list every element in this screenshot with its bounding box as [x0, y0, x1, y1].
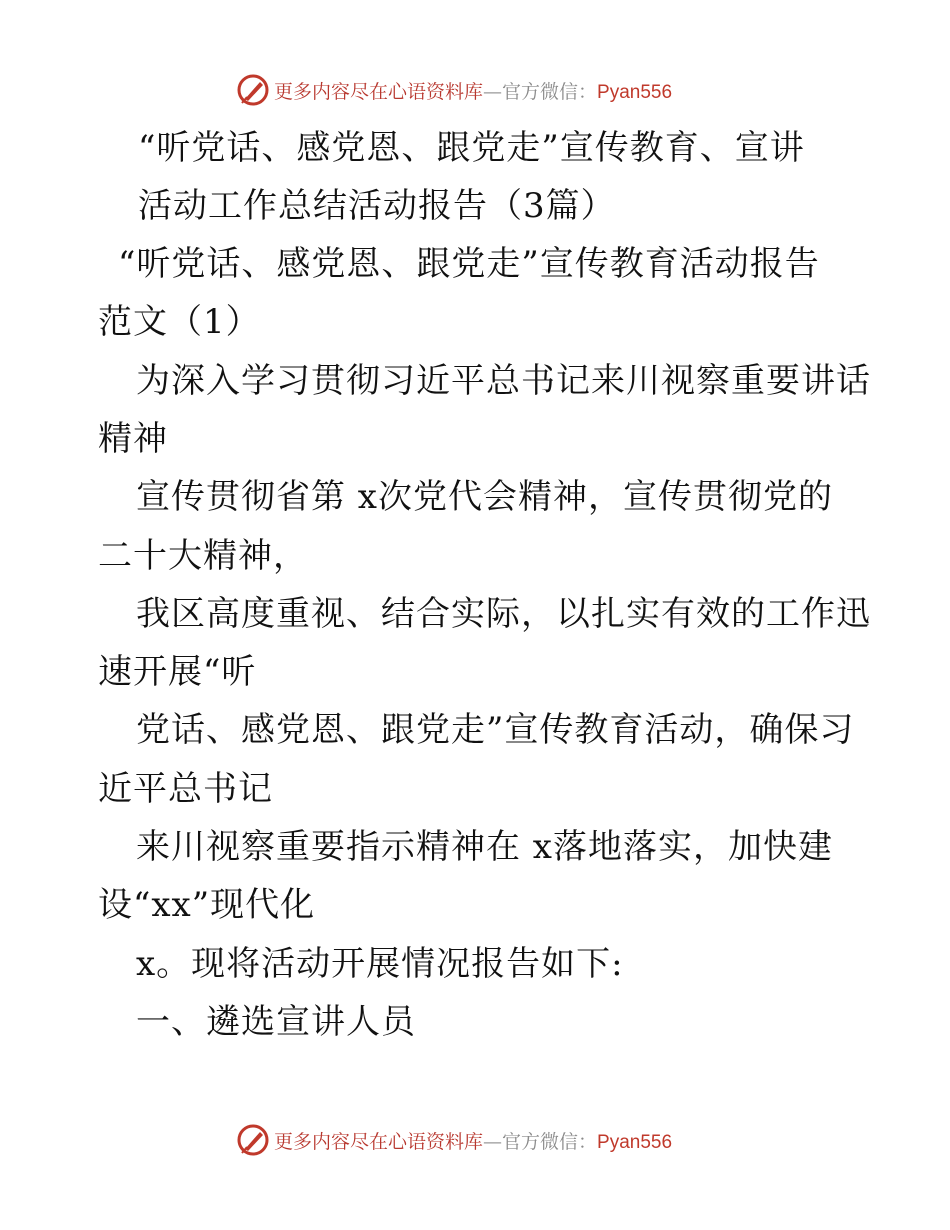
header-watermark	[236, 70, 672, 110]
body-line: 宣传贯彻省第 x次党代会精神，宣传贯彻党的	[136, 477, 833, 517]
body-line: 速开展“听	[98, 652, 257, 692]
footer-watermark	[236, 1120, 672, 1160]
section-heading: 一、遴选宣讲人员	[136, 1002, 416, 1042]
body-line: 来川视察重要指示精神在 x落地落实，加快建	[136, 827, 833, 867]
body-line: x。现将活动开展情况报告如下:	[136, 944, 624, 984]
subtitle-line-2: 范文（1）	[98, 302, 261, 342]
body-line: 党话、感党恩、跟党走”宣传教育活动，确保习	[136, 710, 855, 750]
title-line-2: 活动工作总结活动报告（3篇）	[138, 186, 616, 226]
body-line: 我区高度重视、结合实际，以扎实有效的工作迅	[136, 594, 871, 634]
quill-logo-icon	[236, 73, 270, 107]
body-line: 近平总书记	[98, 769, 273, 809]
body-line: 设“xx”现代化	[98, 885, 316, 925]
body-line: 为深入学习贯彻习近平总书记来川视察重要讲话	[136, 361, 871, 401]
body-line: 精神	[98, 419, 168, 459]
title-line-1: “听党话、感党恩、跟党走”宣传教育、宣讲	[138, 128, 805, 168]
watermark-text: 更多内容尽在心语资料库—官方微信：Pyan556	[274, 1130, 673, 1153]
quill-logo-icon	[236, 1123, 270, 1157]
subtitle-line-1: “听党话、感党恩、跟党走”宣传教育活动报告	[118, 244, 820, 284]
watermark-text: 更多内容尽在心语资料库—官方微信：Pyan556	[274, 80, 673, 103]
body-line: 二十大精神，	[98, 536, 308, 576]
